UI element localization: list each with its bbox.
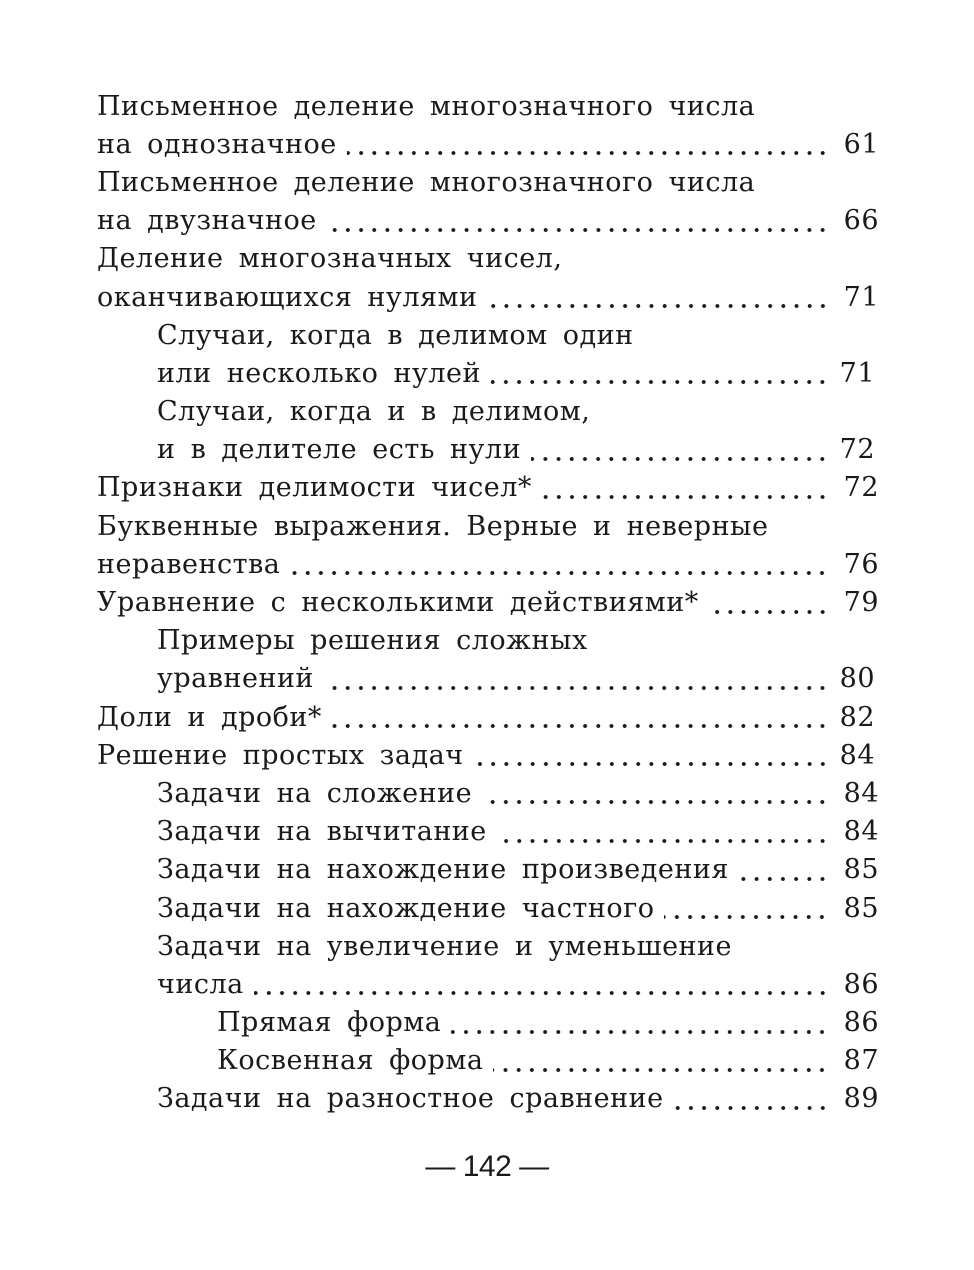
toc-subentry <box>97 774 879 812</box>
toc-entry <box>97 583 879 621</box>
toc-entry-text: Задачи на увеличение и уменьшение <box>157 930 733 962</box>
toc-subentry-continuation <box>97 965 879 1003</box>
toc-entry-text: Письменное деление многозначного числа <box>97 166 756 198</box>
dot-leader <box>290 570 829 576</box>
toc-page-number: 72 <box>843 472 879 504</box>
toc-page-number: 80 <box>839 663 875 695</box>
toc-entry-title <box>97 87 879 125</box>
table-of-contents <box>97 87 879 1118</box>
toc-page-number: 79 <box>843 587 879 619</box>
dot-leader <box>474 761 829 767</box>
dot-leader <box>664 914 829 920</box>
toc-page-number: 61 <box>843 128 879 160</box>
toc-entry-text: Прямая форма <box>217 1007 442 1039</box>
toc-subsubentry <box>97 1042 879 1080</box>
toc-entry-title <box>97 240 879 278</box>
toc-page-number: 85 <box>843 854 879 886</box>
toc-subentry <box>97 813 879 851</box>
toc-entry-text: Случаи, когда и в делимом, <box>157 396 591 428</box>
toc-entry-text: Уравнение с несколькими действиями* <box>97 587 699 619</box>
toc-subentry <box>97 889 879 927</box>
dot-leader <box>327 227 829 233</box>
toc-entry-text: Задачи на разностное сравнение <box>157 1083 664 1115</box>
toc-subentry <box>97 1080 879 1118</box>
toc-entry <box>97 698 879 736</box>
toc-entry-continuation <box>97 545 879 583</box>
toc-page-number: 86 <box>843 968 879 1000</box>
toc-entry-title <box>97 163 879 201</box>
toc-page-number: 84 <box>843 816 879 848</box>
toc-entry-text: оканчивающихся нулями <box>97 281 478 313</box>
page-number: — 142 — <box>425 1150 549 1183</box>
toc-entry-text: уравнений <box>157 663 314 695</box>
dot-leader <box>531 456 829 462</box>
dot-leader <box>488 303 830 309</box>
toc-entry-text: Задачи на нахождение произведения <box>157 854 729 886</box>
toc-subentry-continuation <box>97 354 879 392</box>
toc-entry-text: Письменное деление многозначного числа <box>97 90 756 122</box>
toc-page-number: 89 <box>843 1083 879 1115</box>
toc-entry-text: Буквенные выражения. Верные и неверные <box>97 510 769 542</box>
dot-leader <box>482 799 829 805</box>
toc-page-number: 66 <box>843 205 879 237</box>
toc-page-number: 71 <box>843 281 879 313</box>
toc-entry-text: и в делителе есть нули <box>157 434 522 466</box>
toc-entry-text: Задачи на нахождение частного <box>157 892 655 924</box>
toc-entry-title <box>97 507 879 545</box>
toc-entry-text: на однозначное <box>97 128 337 160</box>
toc-subentry-continuation <box>97 431 879 469</box>
dot-leader <box>451 1029 829 1035</box>
dot-leader <box>709 609 829 615</box>
toc-entry-text: на двузначное <box>97 205 317 237</box>
toc-page-number: 82 <box>839 701 875 733</box>
toc-entry-text: Задачи на сложение <box>157 777 473 809</box>
dot-leader <box>497 838 829 844</box>
toc-entry-continuation <box>97 278 879 316</box>
toc-entry-text: Случаи, когда в делимом один <box>157 319 634 351</box>
dot-leader <box>347 150 829 156</box>
toc-subentry-continuation <box>97 660 879 698</box>
toc-entry-continuation <box>97 202 879 240</box>
toc-page-number: 87 <box>843 1045 879 1077</box>
dot-leader <box>324 685 829 691</box>
toc-entry-text: Доли и дроби* <box>97 701 322 733</box>
toc-page-number: 86 <box>843 1007 879 1039</box>
dot-leader <box>254 990 829 996</box>
toc-entry-text: Примеры решения сложных <box>157 625 588 657</box>
dot-leader <box>332 723 829 729</box>
toc-subentry-title <box>97 927 879 965</box>
dot-leader <box>491 379 829 385</box>
toc-entry-text: Косвенная форма <box>217 1045 484 1077</box>
toc-page-number: 85 <box>843 892 879 924</box>
dot-leader <box>493 1067 829 1073</box>
toc-entry-text: Решение простых задач <box>97 739 464 771</box>
toc-entry-text: или несколько нулей <box>157 357 482 389</box>
toc-page-number: 84 <box>839 739 875 771</box>
toc-page-number: 72 <box>839 434 875 466</box>
toc-subentry-title <box>97 393 879 431</box>
toc-entry <box>97 736 879 774</box>
toc-page-number: 76 <box>843 548 879 580</box>
toc-page-number: 84 <box>843 777 879 809</box>
toc-subentry-title <box>97 316 879 354</box>
toc-subsubentry <box>97 1004 879 1042</box>
dot-leader <box>739 876 829 882</box>
toc-entry <box>97 469 879 507</box>
dot-leader <box>674 1105 829 1111</box>
toc-entry-text: Деление многозначных чисел, <box>97 243 563 275</box>
toc-subentry <box>97 851 879 889</box>
toc-entry-text: числа <box>157 968 244 1000</box>
dot-leader <box>542 494 829 500</box>
toc-entry-continuation <box>97 125 879 163</box>
toc-page-number: 71 <box>839 357 875 389</box>
toc-subentry-title <box>97 622 879 660</box>
toc-entry-text: неравенства <box>97 548 281 580</box>
toc-entry-text: Признаки делимости чисел* <box>97 472 532 504</box>
toc-entry-text: Задачи на вычитание <box>157 816 487 848</box>
